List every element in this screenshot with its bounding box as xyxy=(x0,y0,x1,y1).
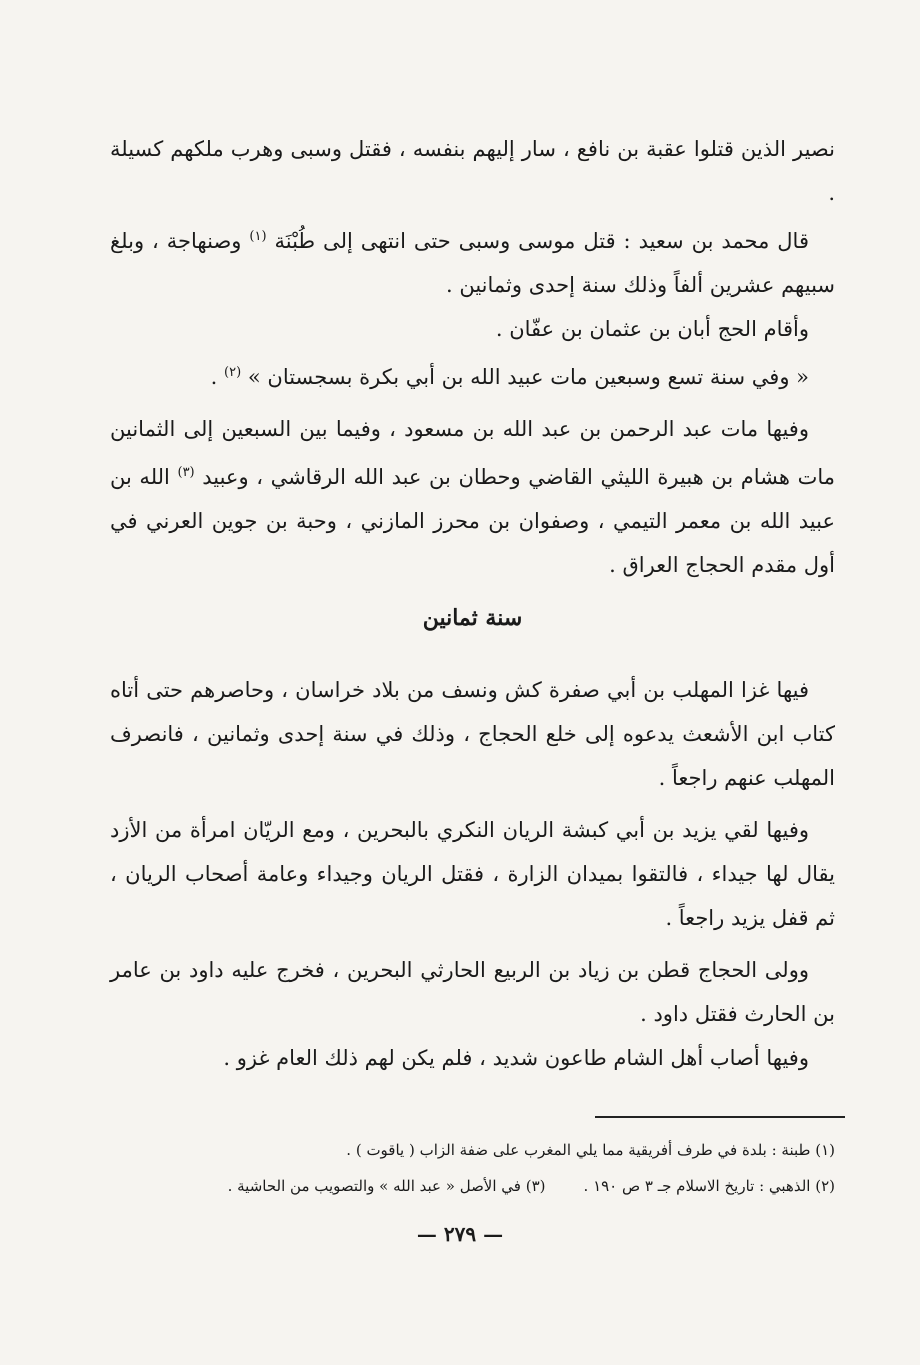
page-number: — ٢٧٩ — xyxy=(416,1222,504,1246)
paragraph-musa: قال محمد بن سعيد : قتل موسى وسبى حتى انتهى إلى طُبْنَة $^{(١)}$ وصنهاجة ، وبلغ سبيهم عشرين ألفاً وذلك سنة إحدى وثمانين . xyxy=(110,229,835,297)
paragraph-continuation: نصير الذين قتلوا عقبة بن نافع ، سار إليهم بنفسه ، فقتل وسبى وهرب ملكهم كسيلة . xyxy=(110,137,835,205)
footnote-1: (١) طبنة : بلدة في طرف أفريقية مما يلي المغرب على ضفة الزاب ( ياقوت ) . xyxy=(346,1141,835,1159)
paragraph-muhallab: فيها غزا المهلب بن أبي صفرة كش ونسف من بلاد خراسان ، وحاصرهم حتى أتاه كتاب ابن الأشعث يدعوه إلى خلع الحجاج ، وذلك في سنة إحدى وثمانين ، فانصرف المهلب عنهم راجعاً . xyxy=(110,678,835,790)
paragraph-hajj: وأقام الحج أبان بن عثمان بن عفّان . xyxy=(495,317,809,341)
paragraph-qatan: وولى الحجاج قطن بن زياد بن الربيع الحارثي البحرين ، فخرج عليه داود بن عامر بن الحارث فقتل داود . xyxy=(110,958,835,1026)
footnote-divider xyxy=(595,1116,845,1118)
footnote-marker-3: (٣) xyxy=(177,465,195,480)
section-heading: سنة ثمانين xyxy=(422,605,523,631)
text-block-bottom xyxy=(110,668,835,1080)
footnote-2: (٢) الذهبي : تاريخ الاسلام جـ ٣ ص ١٩٠ . xyxy=(583,1177,835,1195)
paragraph-plague: وفيها أصاب أهل الشام طاعون شديد ، فلم يكن لهم ذلك العام غزو . xyxy=(223,1046,809,1070)
paragraph-deaths: وفيها مات عبد الرحمن بن عبد الله بن مسعود ، وفيما بين السبعين إلى الثمانين مات هشام بن هبيرة الليثي القاضي وحطان بن عبد الله الرقاشي ، وعبيد $^{(٣)}$ الله بن عبيد الله بن معمر التيمي ، وصفوان بن محرز المازني ، وحبة بن جوين العرني في أول مقدم الحجاج العراق . xyxy=(110,417,835,577)
text-block-top xyxy=(110,127,835,587)
footnote-marker-2: (٢) xyxy=(224,365,242,380)
footnote-marker-1: (١) xyxy=(249,229,267,244)
footnote-2-3 xyxy=(110,1168,835,1204)
paragraph-year-79: « وفي سنة تسع وسبعين مات عبيد الله بن أبي بكرة بسجستان » $^{(٢)}$ . xyxy=(210,365,809,389)
footnote-3: (٣) في الأصل « عبد الله » والتصويب من الحاشية . xyxy=(227,1177,546,1195)
footnotes xyxy=(110,1132,835,1204)
paragraph-rayyan: وفيها لقي يزيد بن أبي كبشة الريان النكري بالبحرين ، ومع الريّان امرأة من الأزد يقال لها جيداء ، فالتقوا بميدان الزارة ، فقتل الريان وجيداء وعامة أصحاب الريان ، ثم قفل يزيد راجعاً . xyxy=(110,818,835,930)
